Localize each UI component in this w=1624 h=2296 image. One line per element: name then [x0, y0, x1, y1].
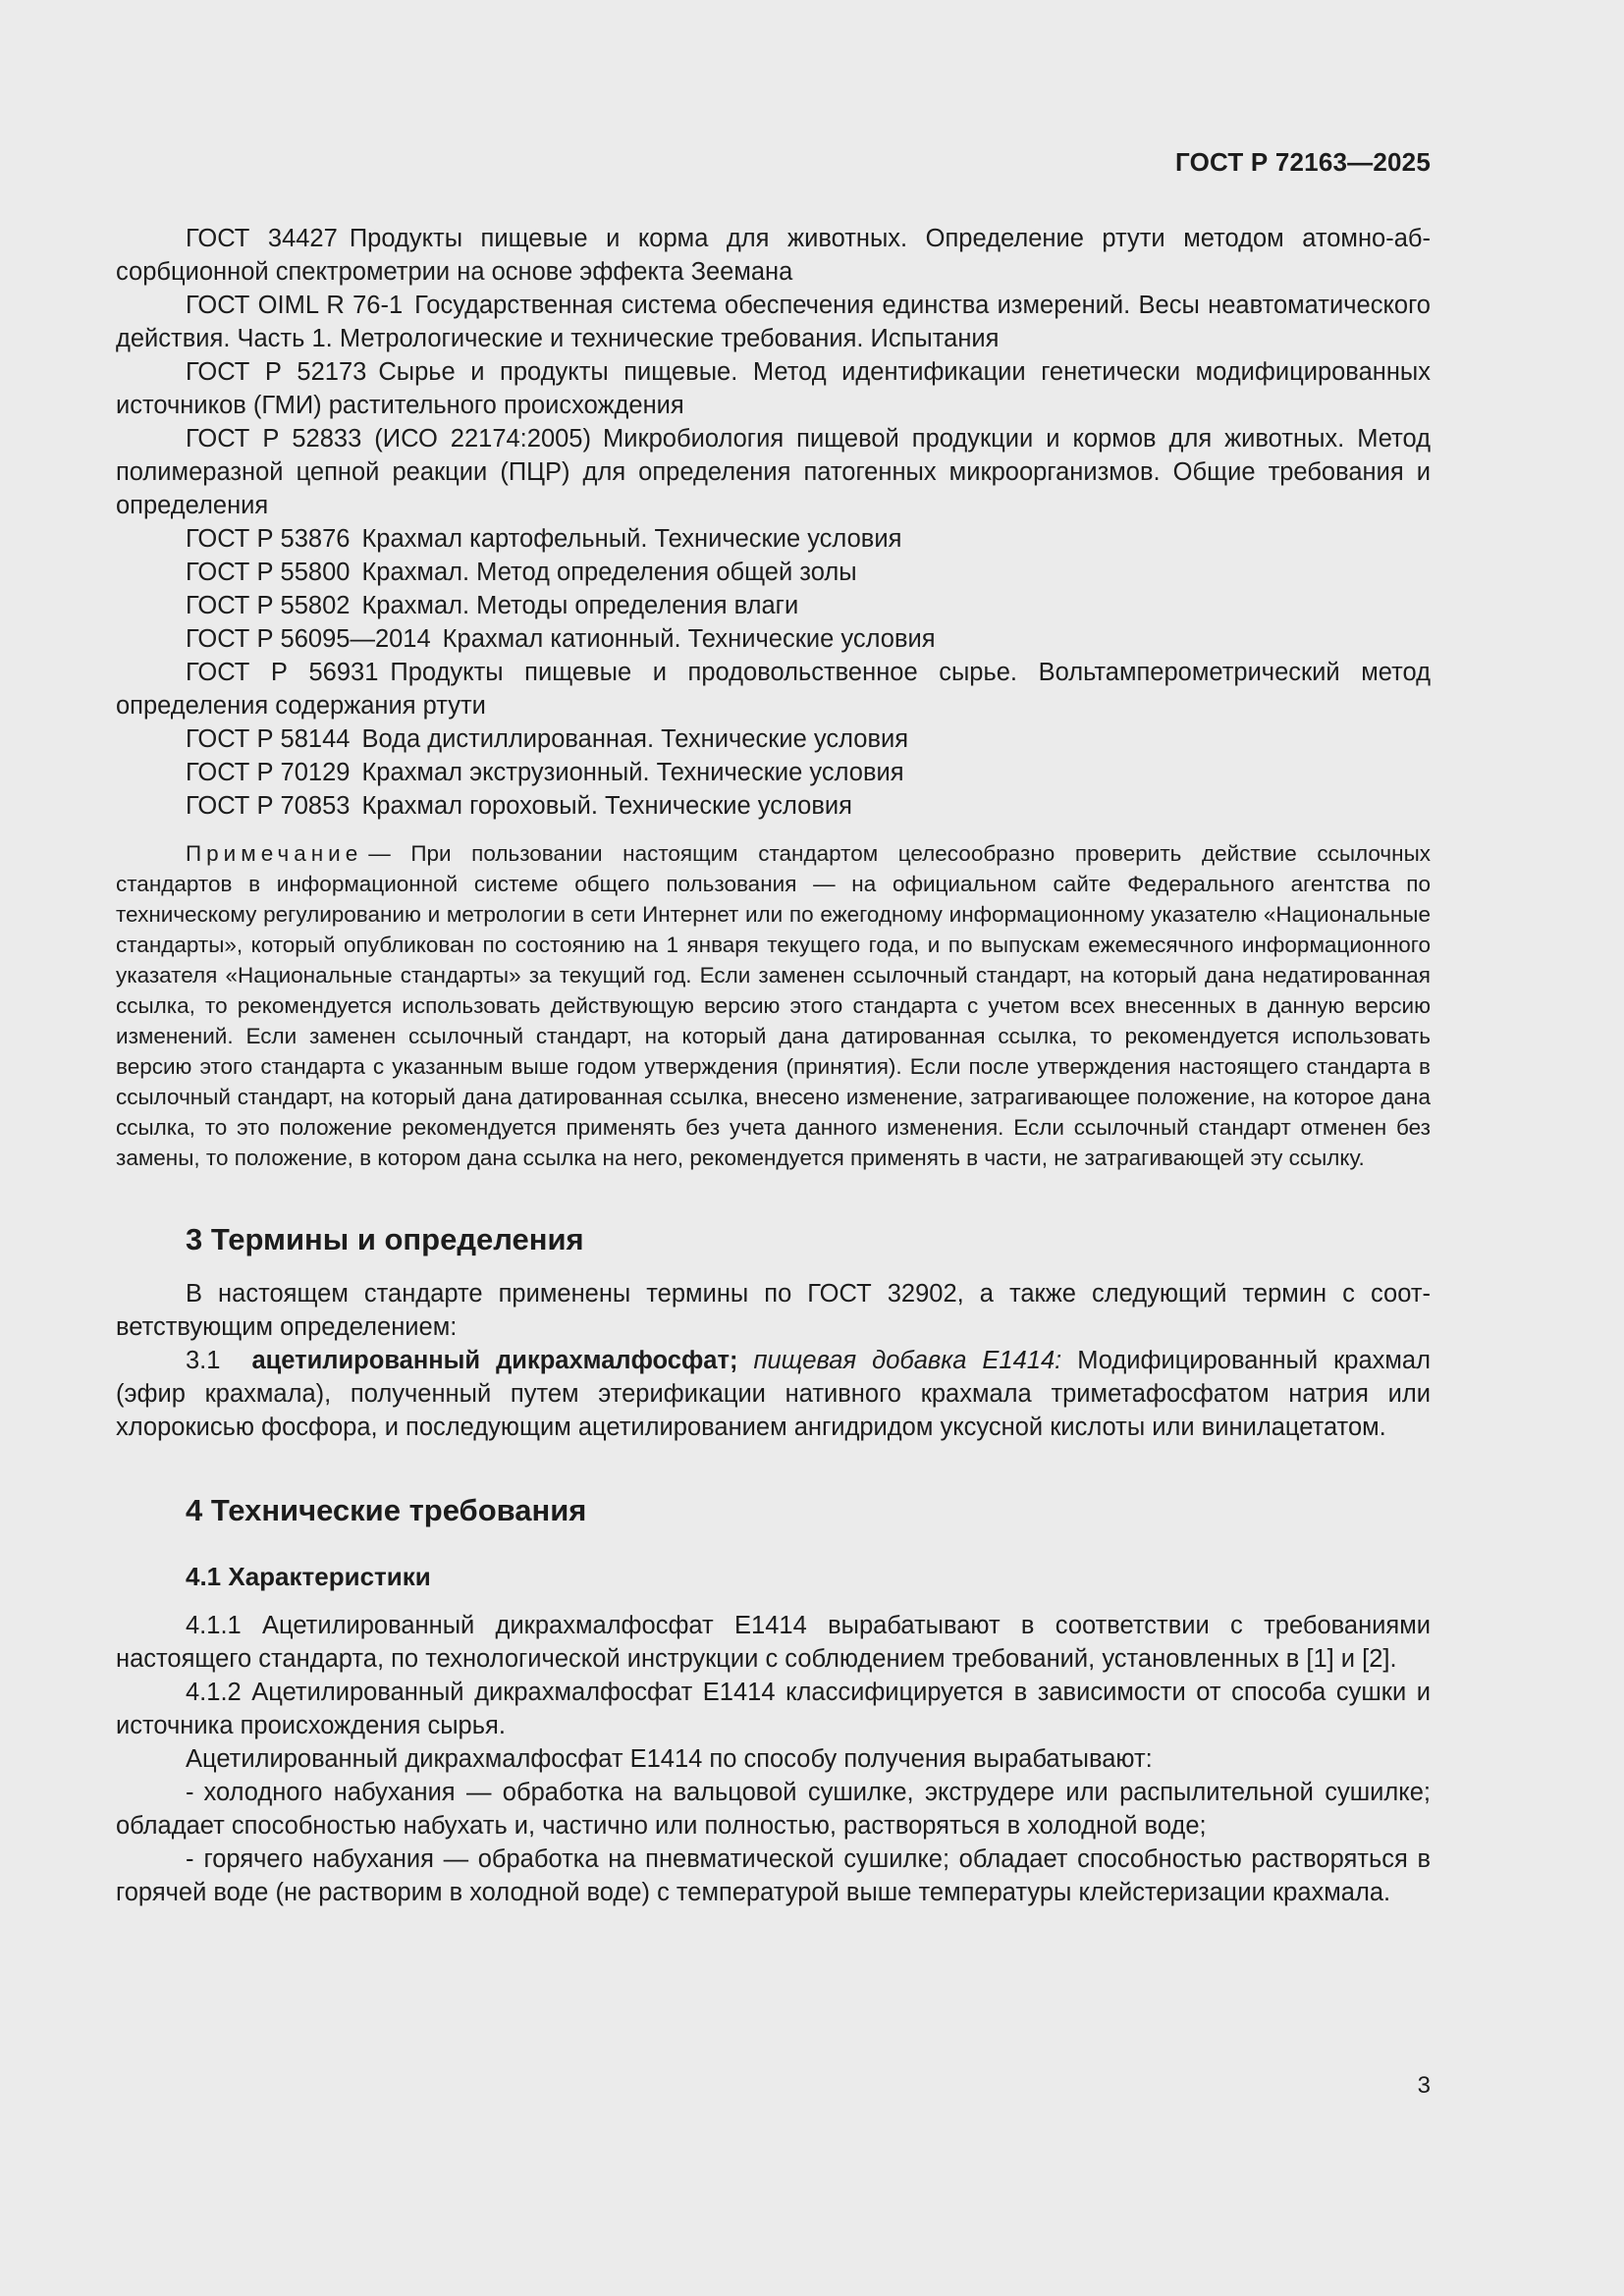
list-item-text: холодного набухания — обработка на вальцовой сушилке, экструдере или распылительной сушилке; обладает способностью набухать и, частично или полностью, растворяться в холодной воде; — [116, 1779, 1431, 1840]
reference-item — [116, 722, 1431, 756]
reference-code: ГОСТ Р 53876 — [186, 525, 351, 553]
subsection-4-1-heading: 4.1 Характеристики — [186, 1562, 431, 1591]
reference-item — [116, 589, 1431, 622]
reference-title: Государственная система обеспечения единства измерений. Весы неавтоматического действия. Часть 1. Метрологические и технические требования. Испытания — [116, 292, 1431, 352]
note-text: — При пользовании настоящим стандартом целесообразно проверить действие ссылочных стандартов в информационной системе общего пользования — на официальном сайте Федерального агентства по техническому регулированию и метрологии в сети Интернет или по ежегодному информационному указателю «Национальные стандарты», который опубликован по состоянию на 1 января текущего года, и по выпускам ежемесячного информационного указателя «Национальные стандарты» за текущий год. Если заменен ссылочный стандарт, на который дана недатированная ссылка, то рекомендуется использовать действующую версию этого стандарта с учетом всех внесенных в данную версию изменений. Если заменен ссылочный стандарт, на который дана датированная ссылка, то рекомендуется использовать версию этого стандарта с указанным выше годом утверждения (принятия). Если после утверждения настоящего стандарта в ссылочный стандарт, на который дана датированная ссылка, внесено изменение, затрагивающее положение, на которое дана ссылка, то это положение рекомендуется применять без учета данного изменения. Если ссылочный стандарт отменен без замены, то положение, в котором дана ссылка на него, рекомендуется применять в части, не затрагивающей эту ссылку. — [116, 841, 1431, 1170]
term-name: ацетилированный дикрахмалфосфат; — [251, 1347, 738, 1374]
reference-title: Крахмал экструзионный. Технические условия — [361, 759, 904, 786]
page-number: 3 — [1417, 2072, 1431, 2099]
reference-code: ГОСТ Р 55800 — [186, 559, 351, 586]
reference-code: ГОСТ Р 55802 — [186, 592, 351, 619]
list-item-text: горячего набухания — обработка на пневматической сушилке; обладает способностью растворяться в горячей воде (не растворим в холодной воде) с температурой выше температуры клейстеризации крахмала. — [116, 1845, 1431, 1906]
reference-item — [116, 756, 1431, 789]
reference-code: ГОСТ Р 58144 — [186, 725, 351, 753]
reference-title: Крахмал картофельный. Технические условия — [361, 525, 902, 553]
paragraph-4-1-1: 4.1.1 Ацетилированный дикрахмалфосфат Е1414 вырабатывают в соответствии с требованиями настоящего стандарта, по технологической инструкции с соблюдением требований, установленных в [1] и [2]. — [116, 1612, 1431, 1673]
note-label: Примечание — [186, 841, 363, 866]
reference-title: Крахмал. Метод определения общей золы — [361, 559, 857, 586]
reference-item — [116, 289, 1431, 355]
reference-code: ГОСТ Р 70853 — [186, 792, 351, 820]
reference-item — [116, 789, 1431, 823]
reference-item — [116, 622, 1431, 656]
reference-code: ГОСТ Р 56931 — [186, 659, 379, 686]
reference-title: Крахмал. Методы определения влаги — [361, 592, 799, 619]
section-3-heading: 3 Термины и определения — [186, 1222, 584, 1256]
reference-code: ГОСТ Р 70129 — [186, 759, 351, 786]
reference-title: Крахмал катионный. Технические условия — [442, 625, 936, 653]
reference-code: ГОСТ Р 52833 (ИСО 22174:2005) — [186, 425, 591, 453]
reference-code: ГОСТ OIML R 76-1 — [186, 292, 404, 319]
document-code-header: ГОСТ Р 72163—2025 — [1175, 147, 1431, 177]
reference-item — [116, 556, 1431, 589]
list-item — [116, 1842, 1431, 1909]
term-number: 3.1 — [186, 1347, 221, 1374]
production-method-intro: Ацетилированный дикрахмалфосфат Е1414 по способу получения вырабатывают: — [186, 1745, 1153, 1773]
list-item — [116, 1776, 1431, 1842]
reference-title: Продукты пищевые и корма для животных. Определение ртути методом атомно-абсорбционной спектрометрии на основе эффекта Зеемана — [116, 225, 1431, 286]
reference-code: ГОСТ Р 52173 — [186, 358, 367, 386]
reference-item — [116, 222, 1431, 289]
reference-item — [116, 656, 1431, 722]
reference-code: ГОСТ 34427 — [186, 225, 338, 252]
reference-item — [116, 355, 1431, 422]
section-4-heading: 4 Технические требования — [186, 1493, 587, 1527]
reference-code: ГОСТ Р 56095—2014 — [186, 625, 431, 653]
normative-references-list — [116, 222, 1431, 823]
reference-title: Микробиология пищевой продукции и кормов для животных. Метод полимеразной цепной реакции (ПЦР) для определения патогенных микроорганизмов. Общие требования и определения — [116, 425, 1431, 519]
section-3-intro: В настоящем стандарте применены термины по ГОСТ 32902, а также следующий термин с соответствующим определением: — [116, 1280, 1431, 1341]
term-synonym: пищевая добавка Е1414: — [753, 1347, 1062, 1374]
reference-title: Сырье и продукты пищевые. Метод идентификации генетически модифицированных источников (ГМИ) растительного происхождения — [116, 358, 1431, 419]
paragraph-4-1-2: 4.1.2 Ацетилированный дикрахмалфосфат Е1414 классифицируется в зависимости от способа сушки и источника происхождения сырья. — [116, 1679, 1431, 1739]
reference-title: Вода дистиллированная. Технические условия — [361, 725, 909, 753]
page-content — [116, 222, 1431, 1909]
references-note — [116, 838, 1431, 1173]
term-definition — [116, 1344, 1431, 1444]
reference-item — [116, 522, 1431, 556]
reference-item — [116, 422, 1431, 522]
reference-title: Крахмал гороховый. Технические условия — [361, 792, 852, 820]
list-bullet: - — [186, 1779, 194, 1806]
term-definition-text: Модифицированный крахмал (эфир крахмала), полученный путем этерификации нативного крахмала триметафосфатом натрия или хлорокисью фосфора, и последующим ацетилированием ангидридом уксусной кислоты или винилацетатом. — [116, 1347, 1431, 1441]
reference-title: Продукты пищевые и продовольственное сырье. Вольтамперометрический метод определения содержания ртути — [116, 659, 1431, 720]
list-bullet: - — [186, 1845, 194, 1873]
